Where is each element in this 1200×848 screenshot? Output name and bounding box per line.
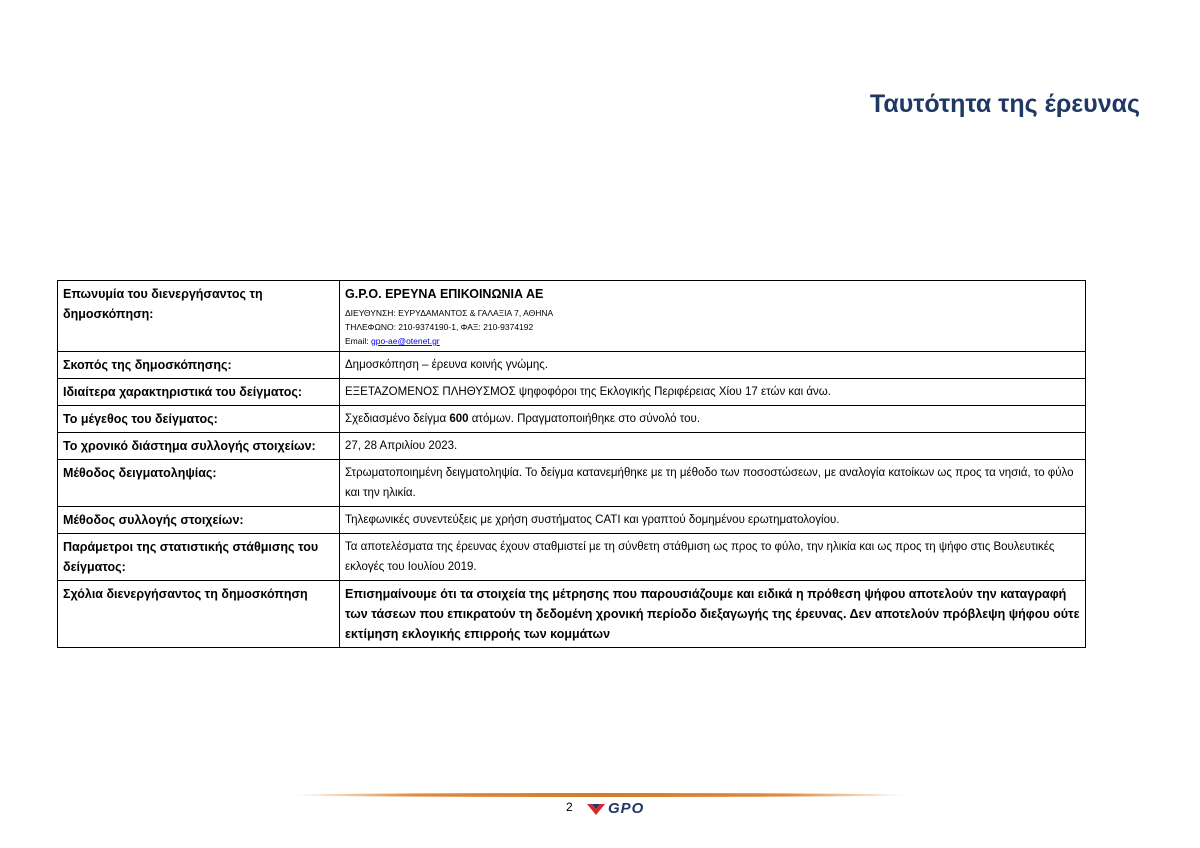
collection-label: Μέθοδος συλλογής στοιχείων: bbox=[58, 507, 340, 534]
weighting-label: Παράμετροι της στατιστικής στάθμισης του δείγματος: bbox=[58, 534, 340, 581]
gpo-logo bbox=[586, 800, 644, 817]
page-title: Ταυτότητα της έρευνας bbox=[869, 90, 1140, 118]
table-row bbox=[58, 534, 1086, 581]
size-suffix: ατόμων. Πραγματοποιήθηκε στο σύνολό του. bbox=[468, 413, 701, 425]
table-row bbox=[58, 352, 1086, 379]
collection-value: Τηλεφωνικές συνεντεύξεις με χρήση συστήματος CATI και γραπτού δομημένου ερωτηματολογίου. bbox=[340, 507, 1086, 534]
size-number: 600 bbox=[449, 413, 469, 425]
period-label: Το χρονικό διάστημα συλλογής στοιχείων: bbox=[58, 433, 340, 460]
size-label: Το μέγεθος του δείγματος: bbox=[58, 406, 340, 433]
sampling-value: Στρωματοποιημένη δειγματοληψία. Το δείγμα κατανεμήθηκε με τη μέθοδο των ποσοστώσεων, με αναλογία κατοίκων ως προς τα νησιά, το φύλο και την ηλικία. bbox=[340, 460, 1086, 507]
period-value: 27, 28 Απριλίου 2023. bbox=[340, 433, 1086, 460]
logo-mark-icon bbox=[586, 801, 606, 817]
company-address: ΔΙΕΥΘΥΝΣΗ: ΕΥΡΥΔΑΜΑΝΤΟΣ & ΓΑΛΑΞΙΑ 7, ΑΘΗΝΑ bbox=[345, 308, 554, 318]
company-cell bbox=[340, 281, 1086, 352]
features-value: ΕΞΕΤΑΖΟΜΕΝΟΣ ΠΛΗΘΥΣΜΟΣ ψηφοφόροι της Εκλογικής Περιφέρειας Χίου 17 ετών και άνω. bbox=[340, 379, 1086, 406]
company-name: G.P.O. ΕΡΕΥΝΑ ΕΠΙΚΟΙΝΩΝΙΑ ΑΕ bbox=[345, 287, 544, 301]
sampling-label: Μέθοδος δειγματοληψίας: bbox=[58, 460, 340, 507]
table-row bbox=[58, 581, 1086, 648]
email-link[interactable]: gpo-ae@otenet.gr bbox=[370, 336, 440, 346]
company-email-line bbox=[345, 334, 1080, 348]
table-row bbox=[58, 460, 1086, 507]
company-label: Επωνυμία του διενεργήσαντος τη δημοσκόπηση: bbox=[58, 281, 340, 352]
page-number: 2 bbox=[566, 800, 573, 814]
purpose-value: Δημοσκόπηση – έρευνα κοινής γνώμης. bbox=[340, 352, 1086, 379]
table-row bbox=[58, 281, 1086, 352]
size-prefix: Σχεδιασμένο δείγμα bbox=[345, 413, 450, 425]
table-row bbox=[58, 379, 1086, 406]
comments-label: Σχόλια διενεργήσαντος τη δημοσκόπηση bbox=[58, 581, 340, 648]
survey-identity-table bbox=[57, 280, 1086, 648]
table-row bbox=[58, 406, 1086, 433]
email-label: Email: bbox=[345, 336, 371, 346]
comments-value: Επισημαίνουμε ότι τα στοιχεία της μέτρησης που παρουσιάζουμε και ειδικά η πρόθεση ψήφου αποτελούν την καταγραφή των τάσεων που επικρατούν τη δεδομένη χρονική περίοδο διεξαγωγής της έρευνας. Δεν αποτελούν πρόβλεψη ψήφου ούτε εκτίμηση εκλογικής επιρροής των κομμάτων bbox=[340, 581, 1086, 648]
purpose-label: Σκοπός της δημοσκόπησης: bbox=[58, 352, 340, 379]
company-phone: ΤΗΛΕΦΩΝΟ: 210-9374190-1, ΦΑΞ: 210-9374192 bbox=[345, 322, 534, 332]
weighting-value: Τα αποτελέσματα της έρευνας έχουν σταθμιστεί με τη σύνθετη στάθμιση ως προς το φύλο, την ηλικία και ως προς τη ψήφο στις Βουλευτικές εκλογές του Ιουλίου 2019. bbox=[340, 534, 1086, 581]
logo-text: GPO bbox=[608, 800, 645, 817]
table-row bbox=[58, 433, 1086, 460]
size-value bbox=[340, 406, 1086, 433]
features-label: Ιδιαίτερα χαρακτηριστικά του δείγματος: bbox=[58, 379, 340, 406]
footer-divider bbox=[292, 793, 908, 797]
table-row bbox=[58, 507, 1086, 534]
